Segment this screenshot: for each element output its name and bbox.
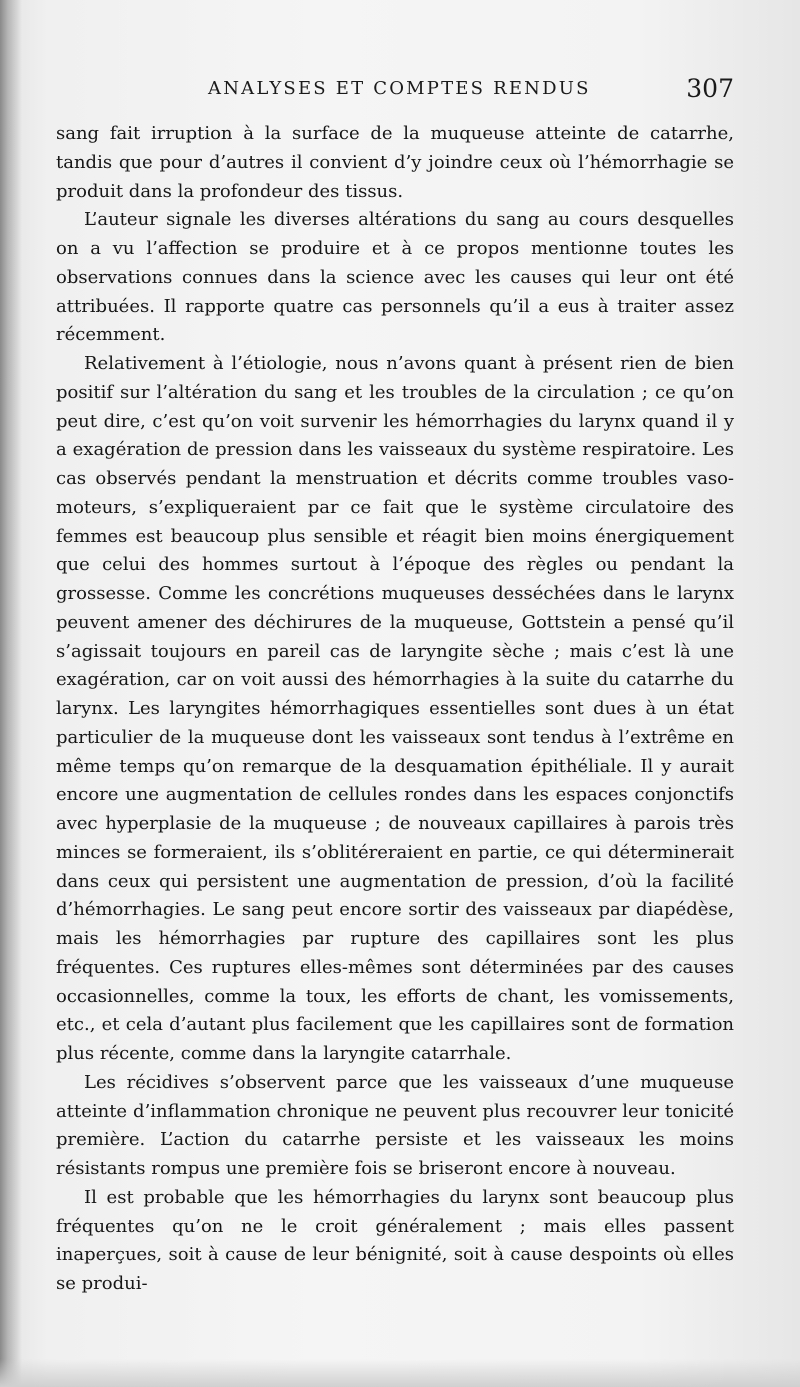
running-title: ANALYSES ET COMPTES RENDUS [208,78,591,99]
paragraph: L’auteur signale les diverses altérations du sang au cours desquelles on a vu l’affection se produire et à ce propos mentionne toutes les observations connues dans la science avec les causes qui leur ont été attribuées. Il rapporte quatre cas personnels qu’il a eus à traiter assez récemment. [56,209,734,346]
body-text [56,120,734,1299]
paragraph: Il est probable que les hémorrhagies du larynx sont beaucoup plus fréquentes qu’on ne le croit généralement ; mais elles passent inaperçues, soit à cause de leur bénignité, soit à cause despoints où elles se produi- [56,1186,734,1294]
paragraph: Relativement à l’étiologie, nous n’avons quant à présent rien de bien positif sur l’altération du sang et les troubles de la circulation ; ce qu’on peut dire, c’est qu’on voit survenir les hémorrhagies du larynx quand il y a exagération de pression dans les vaisseaux du système respiratoire. Les cas observés pendant la menstruation et décrits comme troubles vaso-moteurs, s’expliqueraient par ce fait que le système circulatoire des femmes est beaucoup plus sensible et réagit bien moins énergiquement que celui des hommes surtout à l’époque des règles ou pendant la grossesse. Comme les concrétions muqueuses desséchées dans le larynx peuvent amener des déchirures de la muqueuse, Gottstein a pensé qu’il s’agissait toujours en pareil cas de laryngite sèche ; mais c’est là une exagération, car on voit aussi des hémorrhagies à la suite du catarrhe du larynx. Les laryngites hémorrhagiques essentielles sont dues à un état particulier de la muqueuse dont les vaisseaux sont tendus à l’extrême en même temps qu’on remarque de la desquamation épithéliale. Il y aurait encore une augmentation de cellules rondes dans les espaces conjonctifs avec hyperplasie de la muqueuse ; de nouveaux capillaires à parois très minces se formeraient, ils s’oblitéreraient en partie, ce qui déterminerait dans ceux qui persistent une augmentation de pression, d’où la facilité d’hémorrhagies. Le sang peut encore sortir des vaisseaux par diapédèse, mais les hémorrhagies par rupture des capillaires sont les plus fréquentes. Ces ruptures elles-mêmes sont déterminées par des causes occasionnelles, comme la toux, les efforts de chant, les vomissements, etc., et cela d’autant plus facilement que les capillaires sont de formation plus récente, comme dans la laryngite catarrhale. [56,353,734,1064]
page-number: 307 [686,74,734,103]
paragraph: Les récidives s’observent parce que les vaisseaux d’une muqueuse atteinte d’inflammation chronique ne peuvent plus recouvrer leur tonicité première. L’action du catarrhe persiste et les vaisseaux les moins résistants rompus une première fois se briseront encore à nouveau. [56,1071,734,1179]
page-bottom-shadow [0,1359,800,1387]
page-gutter-shadow [0,0,22,1387]
paragraph: sang fait irruption à la surface de la muqueuse atteinte de catarrhe, tandis que pour d’autres il convient d’y joindre ceux où l’hémorrhagie se produit dans la profondeur des tissus. [56,123,734,202]
page-header [60,72,740,112]
